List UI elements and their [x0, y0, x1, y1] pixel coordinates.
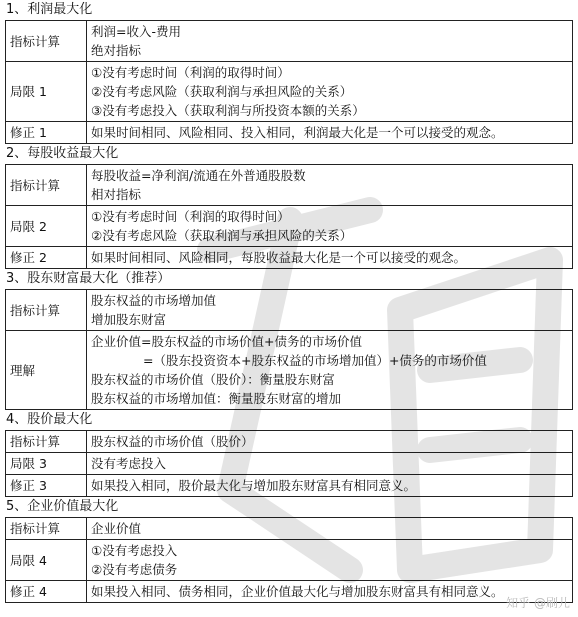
- table-row: [6, 290, 573, 331]
- section-table: [5, 20, 573, 144]
- section-table: [5, 164, 573, 269]
- table-row: [6, 247, 573, 269]
- content-line: 股东权益的市场增加值: [91, 293, 217, 308]
- section-title: 4、股价最大化: [6, 412, 93, 427]
- content-line: ②没有考虑风险（获取利润与承担风险的关系）: [91, 228, 353, 243]
- row-label: 指标计算: [6, 518, 87, 540]
- content-line: 没有考虑投入: [91, 456, 167, 471]
- content-line: ②没有考虑风险（获取利润与承担风险的关系）: [91, 84, 353, 99]
- row-label: 指标计算: [6, 290, 87, 331]
- row-label: 修正 4: [6, 581, 87, 603]
- row-label: 修正 3: [6, 475, 87, 497]
- watermark-text: 知乎 @刷儿: [506, 596, 570, 610]
- content-line: 如果投入相同、债务相同，企业价值最大化与增加股东财富具有相同意义。: [91, 584, 504, 599]
- content-line: ①没有考虑投入: [91, 543, 178, 558]
- row-label: 局限 1: [6, 62, 87, 122]
- table-row: [6, 165, 573, 206]
- row-content: [87, 62, 573, 122]
- section-table: [5, 430, 573, 497]
- row-content: [87, 122, 573, 144]
- content-line: ②没有考虑债务: [91, 562, 178, 577]
- row-content: [87, 21, 573, 62]
- content-line: =（股东投资资本+股东权益的市场增加值）+债务的市场价值: [143, 353, 487, 368]
- section-table: [5, 517, 573, 603]
- table-row: [6, 540, 573, 581]
- content-line: ①没有考虑时间（利润的取得时间）: [91, 209, 290, 224]
- content-line: 如果投入相同，股价最大化与增加股东财富具有相同意义。: [91, 478, 417, 493]
- row-content: [87, 206, 573, 247]
- content-line: 每股收益=净利润/流通在外普通股股数: [91, 168, 306, 183]
- table-row: [6, 431, 573, 453]
- row-label: 局限 4: [6, 540, 87, 581]
- table-row: [6, 122, 573, 144]
- row-content: [87, 165, 573, 206]
- row-content: [87, 453, 573, 475]
- section-table: [5, 289, 573, 410]
- content-line: 企业价值=股东权益的市场价值+债务的市场价值: [91, 334, 362, 349]
- row-content: [87, 431, 573, 453]
- table-row: [6, 62, 573, 122]
- table-row: [6, 453, 573, 475]
- row-label: 理解: [6, 331, 87, 410]
- content-line: ③没有考虑投入（获取利润与所投资本额的关系）: [91, 103, 365, 118]
- content-line: 股东权益的市场增加值：衡量股东财富的增加: [91, 391, 342, 406]
- section-title: 3、股东财富最大化（推荐）: [6, 271, 171, 286]
- row-label: 修正 2: [6, 247, 87, 269]
- row-content: [87, 518, 573, 540]
- row-label: 指标计算: [6, 165, 87, 206]
- row-label: 局限 3: [6, 453, 87, 475]
- row-label: 局限 2: [6, 206, 87, 247]
- row-content: [87, 247, 573, 269]
- row-content: [87, 290, 573, 331]
- content-line: 如果时间相同、风险相同，每股收益最大化是一个可以接受的观念。: [91, 250, 467, 265]
- table-row: [6, 331, 573, 410]
- table-row: [6, 518, 573, 540]
- content-line: ①没有考虑时间（利润的取得时间）: [91, 65, 290, 80]
- row-content: [87, 475, 573, 497]
- content-line: 相对指标: [91, 187, 142, 202]
- content-line: 绝对指标: [91, 43, 142, 58]
- document: [5, 0, 573, 603]
- section-title: 1、利润最大化: [6, 2, 93, 17]
- table-row: [6, 581, 573, 603]
- row-label: 修正 1: [6, 122, 87, 144]
- content-line: 股东权益的市场价值（股价）: [91, 434, 254, 449]
- row-content: [87, 581, 573, 603]
- table-row: [6, 475, 573, 497]
- section-title: 2、每股收益最大化: [6, 146, 119, 161]
- row-content: [87, 331, 573, 410]
- content-line: 增加股东财富: [91, 312, 167, 327]
- row-label: 指标计算: [6, 431, 87, 453]
- content-line: 利润=收入-费用: [91, 24, 181, 39]
- table-row: [6, 206, 573, 247]
- content-line: 企业价值: [91, 521, 142, 536]
- row-label: 指标计算: [6, 21, 87, 62]
- content-line: 如果时间相同、风险相同、投入相同，利润最大化是一个可以接受的观念。: [91, 125, 504, 140]
- section-title: 5、企业价值最大化: [6, 499, 119, 514]
- table-row: [6, 21, 573, 62]
- content-line: 股东权益的市场价值（股价）：衡量股东财富: [91, 372, 335, 387]
- row-content: [87, 540, 573, 581]
